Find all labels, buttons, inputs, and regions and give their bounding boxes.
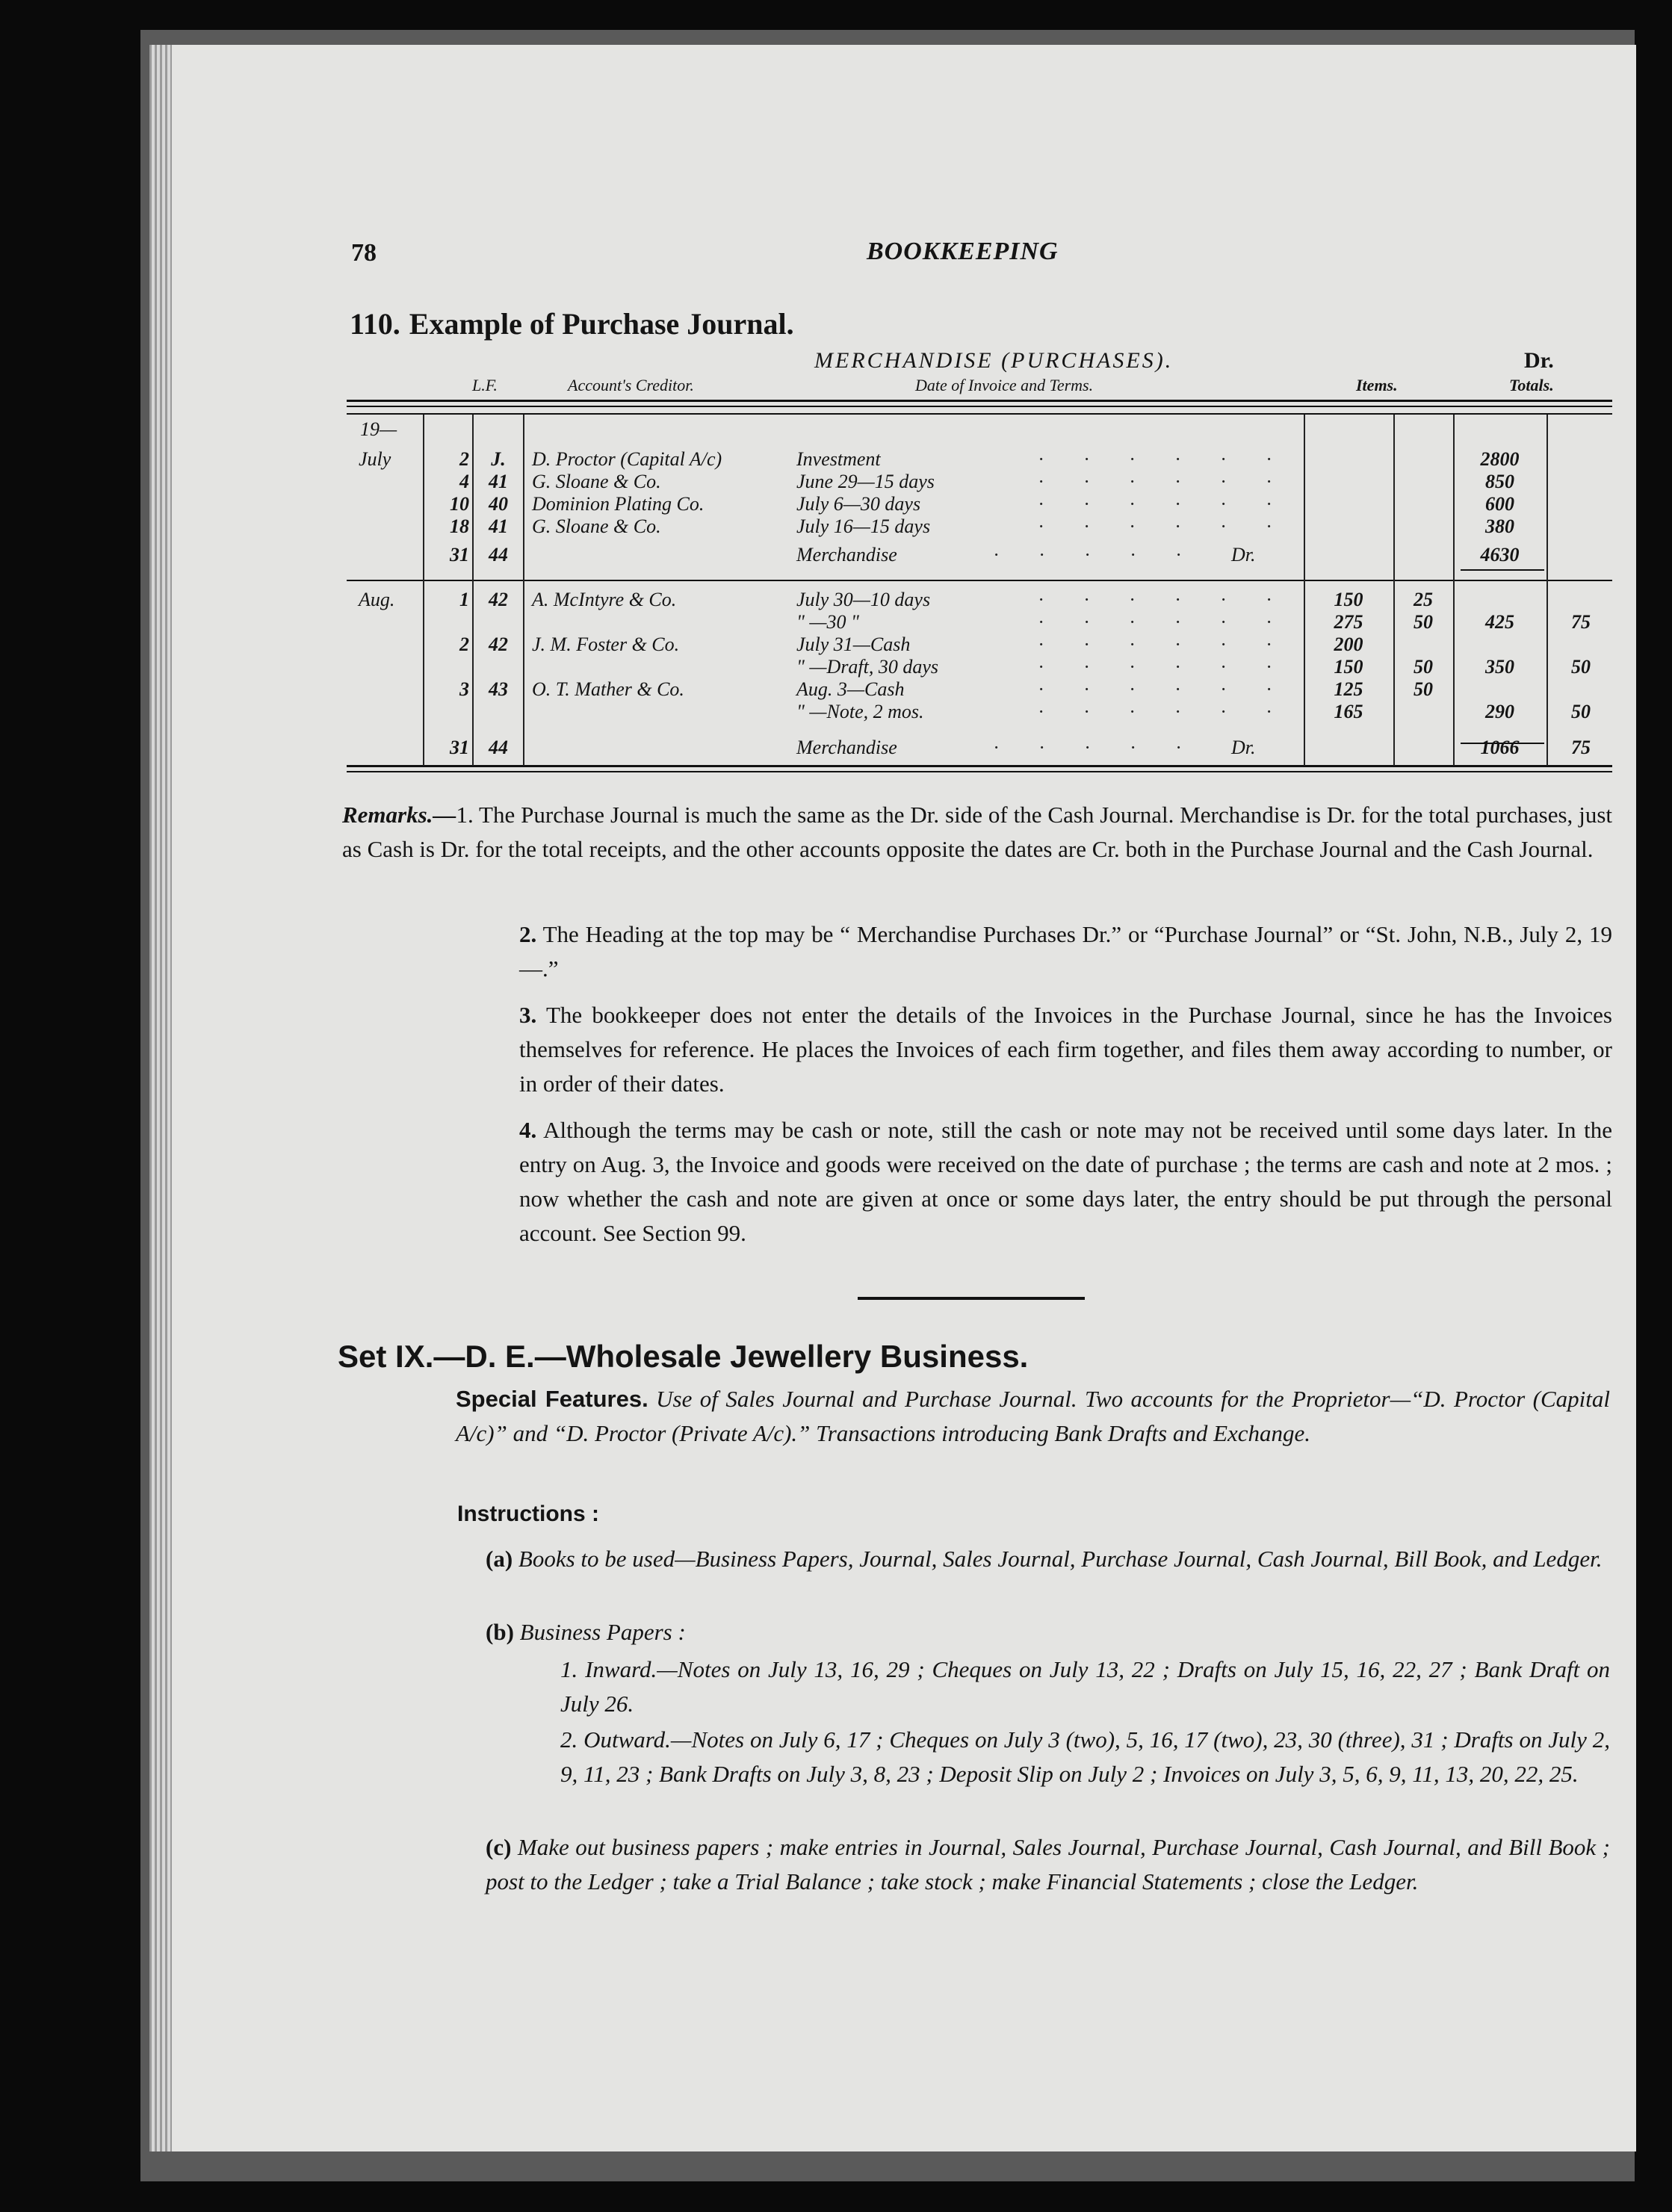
row-terms: Aug. 3—Cash bbox=[796, 678, 905, 700]
row-day: 18 bbox=[450, 515, 469, 537]
remark-3 bbox=[519, 998, 1612, 1101]
row-items-c: 50 bbox=[1414, 656, 1433, 678]
row-creditor: Dominion Plating Co. bbox=[532, 493, 705, 515]
col-line-4 bbox=[1304, 415, 1305, 766]
total-underline-july bbox=[1461, 569, 1544, 571]
row-items: 150 bbox=[1334, 589, 1363, 610]
set-title: Set IX.—D. E.—Wholesale Jewellery Business. bbox=[338, 1339, 1029, 1374]
remark-3-text: The bookkeeper does not enter the details of the Invoices in the Purchase Journal, since he has the Invoices themselves for reference. He places the Invoices of each firm together, and files them away according to number, or in order of their dates. bbox=[519, 1002, 1612, 1097]
section-title bbox=[350, 306, 794, 341]
instruction-b bbox=[486, 1615, 1610, 1649]
section-divider bbox=[858, 1297, 1085, 1300]
month-divider-rule bbox=[347, 580, 1612, 581]
remarks-label: Remarks.— bbox=[342, 802, 456, 828]
row-lf1: 44 bbox=[489, 544, 508, 566]
row-lf1: 43 bbox=[489, 678, 508, 700]
special-features-label: Special Features. bbox=[456, 1386, 648, 1412]
journal-dr-label: Dr. bbox=[1524, 348, 1554, 373]
running-head: BOOKKEEPING bbox=[867, 238, 1059, 265]
row-items: 150 bbox=[1334, 656, 1363, 678]
instruction-b-text: Business Papers : bbox=[519, 1619, 686, 1645]
row-creditor: O. T. Mather & Co. bbox=[532, 678, 684, 700]
row-total: 4630 bbox=[1480, 544, 1520, 566]
remark-4 bbox=[519, 1113, 1612, 1251]
row-day: 2 bbox=[459, 633, 469, 655]
table-bottom-rule-2 bbox=[347, 771, 1612, 772]
row-total: 1066 bbox=[1480, 737, 1520, 758]
leader-dots: · · · · · · bbox=[1038, 589, 1289, 610]
leader-dots: · · · · · · bbox=[1038, 471, 1289, 492]
instruction-b2-text: Outward.—Notes on July 6, 17 ; Cheques on July 3 (two), 5, 16, 17 (two), 23, 30 (three), 31 ; Drafts on July 2, 9, 11, 23 ; Bank Drafts on July 3, 8, 23 ; Deposit Slip on July 2 ; Invoices on July 3, 5, 6, 9, 11, 13, 20, 22, 25. bbox=[560, 1726, 1611, 1787]
table-top-rule-2 bbox=[347, 406, 1612, 407]
instruction-b1-text: Inward.—Notes on July 13, 16, 29 ; Cheques on July 13, 22 ; Drafts on July 15, 16, 22, 27 ; Bank Draft on July 26. bbox=[560, 1656, 1611, 1717]
row-terms: July 6—30 days bbox=[796, 493, 921, 515]
row-items: 125 bbox=[1334, 678, 1363, 700]
col-head-totals: Totals. bbox=[1509, 376, 1554, 394]
row-total: 290 bbox=[1485, 701, 1514, 722]
row-day: 31 bbox=[450, 544, 469, 566]
row-dr: Dr. bbox=[1231, 737, 1256, 758]
row-total-c: 50 bbox=[1571, 656, 1591, 678]
row-lf1: 41 bbox=[489, 515, 508, 537]
row-creditor: D. Proctor (Capital A/c) bbox=[532, 448, 722, 470]
instructions-label: Instructions : bbox=[457, 1502, 600, 1526]
section-number: 110. bbox=[350, 307, 400, 341]
row-creditor: A. McIntyre & Co. bbox=[532, 589, 677, 610]
col-head-date-terms: Date of Invoice and Terms. bbox=[915, 376, 1094, 394]
row-day: 1 bbox=[459, 589, 469, 610]
remark-2 bbox=[519, 917, 1612, 986]
row-terms: " —Note, 2 mos. bbox=[796, 701, 924, 722]
row-terms: July 31—Cash bbox=[796, 633, 911, 655]
row-lf1: 42 bbox=[489, 589, 508, 610]
leader-dots: · · · · · bbox=[994, 737, 1199, 758]
instruction-b2 bbox=[560, 1723, 1610, 1791]
row-day: 2 bbox=[459, 448, 469, 470]
row-lf1: 42 bbox=[489, 633, 508, 655]
leader-dots: · · · · · · bbox=[1038, 678, 1289, 700]
row-terms: June 29—15 days bbox=[796, 471, 935, 492]
leader-dots: · · · · · · bbox=[1038, 493, 1289, 515]
remark-1-num: 1. bbox=[456, 802, 474, 828]
section-title-text: Example of Purchase Journal. bbox=[409, 307, 794, 341]
row-terms: " —Draft, 30 days bbox=[796, 656, 939, 678]
col-line-5 bbox=[1393, 415, 1395, 766]
instruction-b1-label: 1. bbox=[560, 1656, 578, 1682]
row-day: 10 bbox=[450, 493, 469, 515]
col-line-7 bbox=[1546, 415, 1548, 766]
leader-dots: · · · · · · bbox=[1038, 448, 1289, 470]
row-terms: Merchandise bbox=[796, 544, 897, 566]
col-head-lf: L.F. bbox=[472, 376, 498, 394]
col-head-items: Items. bbox=[1356, 376, 1398, 394]
year-label: 19— bbox=[360, 418, 397, 440]
row-items: 275 bbox=[1334, 611, 1363, 633]
leader-dots: · · · · · · bbox=[1038, 656, 1289, 678]
leader-dots: · · · · · bbox=[994, 544, 1199, 566]
row-terms: July 30—10 days bbox=[796, 589, 931, 610]
month-label-july: July bbox=[359, 448, 391, 470]
col-line-2 bbox=[472, 415, 474, 766]
instruction-b2-label: 2. bbox=[560, 1726, 578, 1753]
row-creditor: J. M. Foster & Co. bbox=[532, 633, 680, 655]
row-total: 380 bbox=[1485, 515, 1514, 537]
instruction-c-text: Make out business papers ; make entries in Journal, Sales Journal, Purchase Journal, Cash Journal, and Bill Book ; post to the Ledger ; take a Trial Balance ; take stock ; make Financial Statements ; close the Ledger. bbox=[486, 1834, 1611, 1895]
remark-1 bbox=[342, 798, 1612, 867]
row-terms: Merchandise bbox=[796, 737, 897, 758]
page-number: 78 bbox=[351, 239, 377, 267]
row-terms: Investment bbox=[796, 448, 881, 470]
col-line-1 bbox=[423, 415, 424, 766]
instruction-b1 bbox=[560, 1652, 1610, 1721]
remark-1-text: The Purchase Journal is much the same as the Dr. side of the Cash Journal. Merchandise is Dr. for the total purchases, just as Cash is Dr. for the total receipts, and the other accounts opposite the dates are Cr. both in the Purchase Journal and the Cash Journal. bbox=[342, 802, 1612, 862]
row-total: 850 bbox=[1485, 471, 1514, 492]
leader-dots: · · · · · · bbox=[1038, 611, 1289, 633]
special-features bbox=[456, 1382, 1610, 1451]
table-top-rule bbox=[347, 400, 1612, 402]
row-total: 600 bbox=[1485, 493, 1514, 515]
instruction-c bbox=[486, 1830, 1610, 1899]
row-lf1: 44 bbox=[489, 737, 508, 758]
row-creditor: G. Sloane & Co. bbox=[532, 471, 661, 492]
row-items: 165 bbox=[1334, 701, 1363, 722]
row-day: 4 bbox=[459, 471, 469, 492]
row-total-c: 75 bbox=[1571, 611, 1591, 633]
remark-3-num: 3. bbox=[519, 1002, 537, 1028]
col-line-6 bbox=[1453, 415, 1455, 766]
row-terms: July 16—15 days bbox=[796, 515, 931, 537]
journal-heading: MERCHANDISE (PURCHASES). bbox=[814, 348, 1174, 373]
special-features-text: Use of Sales Journal and Purchase Journal. Two accounts for the Proprietor—“D. Proctor (Capital A/c)” and “D. Proctor (Private A/c).” Transactions introducing Bank Drafts and Exchange. bbox=[456, 1386, 1611, 1446]
row-day: 31 bbox=[450, 737, 469, 758]
instruction-b-label: (b) bbox=[486, 1619, 514, 1645]
table-bottom-rule bbox=[347, 765, 1612, 767]
col-line-3 bbox=[523, 415, 524, 766]
row-terms: " —30 " bbox=[796, 611, 859, 633]
remark-4-text: Although the terms may be cash or note, still the cash or note may not be received until some days later. In the entry on Aug. 3, the Invoice and goods were received on the date of purchase ; the terms are cash and note at 2 mos. ; now whether the cash and note are given at once or some days later, the entry should be put through the personal account. See Section 99. bbox=[519, 1117, 1612, 1246]
row-total-c: 75 bbox=[1571, 737, 1591, 758]
row-items: 200 bbox=[1334, 633, 1363, 655]
row-lf1: J. bbox=[491, 448, 506, 470]
row-total-c: 50 bbox=[1571, 701, 1591, 722]
leader-dots: · · · · · · bbox=[1038, 515, 1289, 537]
row-lf1: 41 bbox=[489, 471, 508, 492]
row-total: 350 bbox=[1485, 656, 1514, 678]
row-items-c: 25 bbox=[1414, 589, 1433, 610]
instruction-a bbox=[486, 1542, 1610, 1576]
row-day: 3 bbox=[459, 678, 469, 700]
remark-2-text: The Heading at the top may be “ Merchandise Purchases Dr.” or “Purchase Journal” or “St. John, N.B., July 2, 19—.” bbox=[519, 921, 1612, 982]
month-label-aug: Aug. bbox=[359, 589, 395, 610]
row-items-c: 50 bbox=[1414, 678, 1433, 700]
col-head-creditor: Account's Creditor. bbox=[568, 376, 694, 394]
row-total: 425 bbox=[1485, 611, 1514, 633]
row-creditor: G. Sloane & Co. bbox=[532, 515, 661, 537]
instruction-a-text: Books to be used—Business Papers, Journal, Sales Journal, Purchase Journal, Cash Journal, Bill Book, and Ledger. bbox=[518, 1546, 1603, 1572]
row-total: 2800 bbox=[1480, 448, 1520, 470]
row-lf1: 40 bbox=[489, 493, 508, 515]
remark-2-num: 2. bbox=[519, 921, 537, 947]
leader-dots: · · · · · · bbox=[1038, 633, 1289, 655]
instruction-c-label: (c) bbox=[486, 1834, 512, 1860]
remark-4-num: 4. bbox=[519, 1117, 537, 1143]
row-items-c: 50 bbox=[1414, 611, 1433, 633]
instruction-a-label: (a) bbox=[486, 1546, 513, 1572]
leader-dots: · · · · · · bbox=[1038, 701, 1289, 722]
row-dr: Dr. bbox=[1231, 544, 1256, 566]
table-top-rule-3 bbox=[347, 413, 1612, 415]
